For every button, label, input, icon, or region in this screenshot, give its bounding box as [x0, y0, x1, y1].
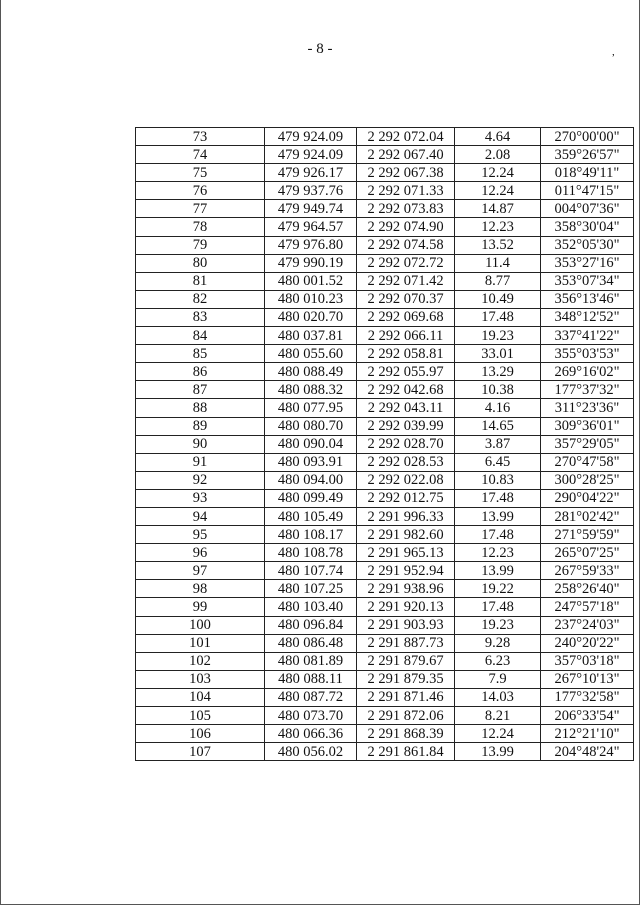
y-coordinate-cell: 2 291 903.93 — [357, 616, 455, 634]
x-coordinate-cell: 480 080.70 — [265, 417, 357, 435]
distance-cell: 13.52 — [455, 236, 541, 254]
distance-cell: 19.22 — [455, 580, 541, 598]
bearing-cell: 267°10'13" — [541, 670, 634, 688]
table-row — [136, 182, 634, 200]
y-coordinate-cell: 2 292 069.68 — [357, 308, 455, 326]
point-number-cell: 83 — [136, 308, 265, 326]
point-number-cell: 74 — [136, 146, 265, 164]
x-coordinate-cell: 480 096.84 — [265, 616, 357, 634]
y-coordinate-cell: 2 291 861.84 — [357, 743, 455, 761]
bearing-cell: 240°20'22" — [541, 634, 634, 652]
y-coordinate-cell: 2 292 022.08 — [357, 471, 455, 489]
point-number-cell: 91 — [136, 453, 265, 471]
distance-cell: 6.23 — [455, 652, 541, 670]
y-coordinate-cell: 2 291 952.94 — [357, 562, 455, 580]
y-coordinate-cell: 2 292 071.42 — [357, 272, 455, 290]
x-coordinate-cell: 480 088.32 — [265, 381, 357, 399]
bearing-cell: 352°05'30" — [541, 236, 634, 254]
table-row — [136, 562, 634, 580]
point-number-cell: 107 — [136, 743, 265, 761]
distance-cell: 2.08 — [455, 146, 541, 164]
point-number-cell: 94 — [136, 507, 265, 525]
x-coordinate-cell: 480 090.04 — [265, 435, 357, 453]
table-row — [136, 236, 634, 254]
y-coordinate-cell: 2 292 012.75 — [357, 489, 455, 507]
table-row — [136, 146, 634, 164]
y-coordinate-cell: 2 291 996.33 — [357, 507, 455, 525]
x-coordinate-cell: 480 010.23 — [265, 290, 357, 308]
distance-cell: 6.45 — [455, 453, 541, 471]
distance-cell: 13.29 — [455, 363, 541, 381]
point-number-cell: 80 — [136, 254, 265, 272]
point-number-cell: 103 — [136, 670, 265, 688]
distance-cell: 14.03 — [455, 688, 541, 706]
table-row — [136, 128, 634, 146]
distance-cell: 12.23 — [455, 544, 541, 562]
table-row — [136, 453, 634, 471]
distance-cell: 17.48 — [455, 526, 541, 544]
distance-cell: 12.23 — [455, 218, 541, 236]
table-row — [136, 489, 634, 507]
point-number-cell: 99 — [136, 598, 265, 616]
point-number-cell: 82 — [136, 290, 265, 308]
bearing-cell: 212°21'10" — [541, 725, 634, 743]
coordinates-table-body — [136, 128, 634, 761]
distance-cell: 10.49 — [455, 290, 541, 308]
x-coordinate-cell: 480 077.95 — [265, 399, 357, 417]
x-coordinate-cell: 480 066.36 — [265, 725, 357, 743]
distance-cell: 14.65 — [455, 417, 541, 435]
y-coordinate-cell: 2 292 071.33 — [357, 182, 455, 200]
x-coordinate-cell: 480 093.91 — [265, 453, 357, 471]
y-coordinate-cell: 2 291 868.39 — [357, 725, 455, 743]
x-coordinate-cell: 480 088.49 — [265, 363, 357, 381]
bearing-cell: 355°03'53" — [541, 345, 634, 363]
bearing-cell: 237°24'03" — [541, 616, 634, 634]
bearing-cell: 018°49'11" — [541, 164, 634, 182]
distance-cell: 13.99 — [455, 743, 541, 761]
point-number-cell: 75 — [136, 164, 265, 182]
table-row — [136, 399, 634, 417]
point-number-cell: 79 — [136, 236, 265, 254]
distance-cell: 12.24 — [455, 725, 541, 743]
distance-cell: 4.64 — [455, 128, 541, 146]
bearing-cell: 270°00'00" — [541, 128, 634, 146]
bearing-cell: 177°32'58" — [541, 688, 634, 706]
bearing-cell: 358°30'04" — [541, 218, 634, 236]
distance-cell: 10.38 — [455, 381, 541, 399]
bearing-cell: 281°02'42" — [541, 507, 634, 525]
y-coordinate-cell: 2 292 042.68 — [357, 381, 455, 399]
point-number-cell: 88 — [136, 399, 265, 417]
bearing-cell: 290°04'22" — [541, 489, 634, 507]
table-row — [136, 363, 634, 381]
point-number-cell: 90 — [136, 435, 265, 453]
bearing-cell: 357°03'18" — [541, 652, 634, 670]
y-coordinate-cell: 2 292 070.37 — [357, 290, 455, 308]
y-coordinate-cell: 2 291 871.46 — [357, 688, 455, 706]
x-coordinate-cell: 480 088.11 — [265, 670, 357, 688]
table-row — [136, 327, 634, 345]
y-coordinate-cell: 2 291 879.35 — [357, 670, 455, 688]
bearing-cell: 177°37'32" — [541, 381, 634, 399]
x-coordinate-cell: 480 099.49 — [265, 489, 357, 507]
bearing-cell: 353°07'34" — [541, 272, 634, 290]
bearing-cell: 267°59'33" — [541, 562, 634, 580]
x-coordinate-cell: 480 107.25 — [265, 580, 357, 598]
distance-cell: 8.21 — [455, 707, 541, 725]
x-coordinate-cell: 480 001.52 — [265, 272, 357, 290]
x-coordinate-cell: 479 924.09 — [265, 128, 357, 146]
point-number-cell: 84 — [136, 327, 265, 345]
y-coordinate-cell: 2 292 067.40 — [357, 146, 455, 164]
table-row — [136, 743, 634, 761]
distance-cell: 13.99 — [455, 507, 541, 525]
y-coordinate-cell: 2 291 887.73 — [357, 634, 455, 652]
table-row — [136, 616, 634, 634]
distance-cell: 19.23 — [455, 327, 541, 345]
distance-cell: 3.87 — [455, 435, 541, 453]
bearing-cell: 269°16'02" — [541, 363, 634, 381]
table-row — [136, 471, 634, 489]
point-number-cell: 96 — [136, 544, 265, 562]
bearing-cell: 258°26'40" — [541, 580, 634, 598]
point-number-cell: 102 — [136, 652, 265, 670]
point-number-cell: 78 — [136, 218, 265, 236]
x-coordinate-cell: 480 094.00 — [265, 471, 357, 489]
x-coordinate-cell: 479 926.17 — [265, 164, 357, 182]
table-row — [136, 290, 634, 308]
bearing-cell: 247°57'18" — [541, 598, 634, 616]
y-coordinate-cell: 2 292 066.11 — [357, 327, 455, 345]
x-coordinate-cell: 480 108.17 — [265, 526, 357, 544]
distance-cell: 11.4 — [455, 254, 541, 272]
bearing-cell: 348°12'52" — [541, 308, 634, 326]
x-coordinate-cell: 480 055.60 — [265, 345, 357, 363]
table-row — [136, 688, 634, 706]
y-coordinate-cell: 2 291 965.13 — [357, 544, 455, 562]
bearing-cell: 271°59'59" — [541, 526, 634, 544]
y-coordinate-cell: 2 292 028.53 — [357, 453, 455, 471]
bearing-cell: 309°36'01" — [541, 417, 634, 435]
bearing-cell: 270°47'58" — [541, 453, 634, 471]
x-coordinate-cell: 480 108.78 — [265, 544, 357, 562]
x-coordinate-cell: 480 037.81 — [265, 327, 357, 345]
y-coordinate-cell: 2 292 028.70 — [357, 435, 455, 453]
bearing-cell: 353°27'16" — [541, 254, 634, 272]
table-row — [136, 725, 634, 743]
table-row — [136, 345, 634, 363]
x-coordinate-cell: 480 086.48 — [265, 634, 357, 652]
point-number-cell: 106 — [136, 725, 265, 743]
table-row — [136, 200, 634, 218]
table-row — [136, 218, 634, 236]
point-number-cell: 81 — [136, 272, 265, 290]
distance-cell: 9.28 — [455, 634, 541, 652]
x-coordinate-cell: 479 990.19 — [265, 254, 357, 272]
x-coordinate-cell: 479 964.57 — [265, 218, 357, 236]
table-row — [136, 526, 634, 544]
table-row — [136, 598, 634, 616]
point-number-cell: 100 — [136, 616, 265, 634]
distance-cell: 17.48 — [455, 308, 541, 326]
y-coordinate-cell: 2 292 043.11 — [357, 399, 455, 417]
y-coordinate-cell: 2 292 058.81 — [357, 345, 455, 363]
point-number-cell: 98 — [136, 580, 265, 598]
x-coordinate-cell: 479 976.80 — [265, 236, 357, 254]
bearing-cell: 004°07'36" — [541, 200, 634, 218]
distance-cell: 12.24 — [455, 182, 541, 200]
distance-cell: 12.24 — [455, 164, 541, 182]
x-coordinate-cell: 480 073.70 — [265, 707, 357, 725]
table-row — [136, 254, 634, 272]
distance-cell: 33.01 — [455, 345, 541, 363]
bearing-cell: 204°48'24" — [541, 743, 634, 761]
x-coordinate-cell: 480 020.70 — [265, 308, 357, 326]
distance-cell: 19.23 — [455, 616, 541, 634]
y-coordinate-cell: 2 292 074.90 — [357, 218, 455, 236]
table-row — [136, 164, 634, 182]
distance-cell: 10.83 — [455, 471, 541, 489]
point-number-cell: 86 — [136, 363, 265, 381]
page-number: - 8 - — [307, 41, 333, 57]
table-row — [136, 507, 634, 525]
point-number-cell: 89 — [136, 417, 265, 435]
x-coordinate-cell: 479 937.76 — [265, 182, 357, 200]
point-number-cell: 105 — [136, 707, 265, 725]
point-number-cell: 95 — [136, 526, 265, 544]
distance-cell: 4.16 — [455, 399, 541, 417]
table-row — [136, 580, 634, 598]
point-number-cell: 76 — [136, 182, 265, 200]
x-coordinate-cell: 479 949.74 — [265, 200, 357, 218]
coordinates-table — [135, 127, 634, 761]
bearing-cell: 356°13'46" — [541, 290, 634, 308]
table-row — [136, 381, 634, 399]
x-coordinate-cell: 480 107.74 — [265, 562, 357, 580]
y-coordinate-cell: 2 292 074.58 — [357, 236, 455, 254]
point-number-cell: 87 — [136, 381, 265, 399]
distance-cell: 14.87 — [455, 200, 541, 218]
x-coordinate-cell: 480 081.89 — [265, 652, 357, 670]
corner-mark: , — [612, 46, 615, 58]
distance-cell: 17.48 — [455, 598, 541, 616]
x-coordinate-cell: 480 105.49 — [265, 507, 357, 525]
table-row — [136, 652, 634, 670]
table-row — [136, 544, 634, 562]
distance-cell: 7.9 — [455, 670, 541, 688]
x-coordinate-cell: 479 924.09 — [265, 146, 357, 164]
x-coordinate-cell: 480 056.02 — [265, 743, 357, 761]
table-row — [136, 634, 634, 652]
y-coordinate-cell: 2 291 872.06 — [357, 707, 455, 725]
x-coordinate-cell: 480 103.40 — [265, 598, 357, 616]
point-number-cell: 93 — [136, 489, 265, 507]
point-number-cell: 101 — [136, 634, 265, 652]
table-row — [136, 670, 634, 688]
bearing-cell: 265°07'25" — [541, 544, 634, 562]
y-coordinate-cell: 2 292 072.04 — [357, 128, 455, 146]
bearing-cell: 357°29'05" — [541, 435, 634, 453]
point-number-cell: 77 — [136, 200, 265, 218]
y-coordinate-cell: 2 291 982.60 — [357, 526, 455, 544]
y-coordinate-cell: 2 291 879.67 — [357, 652, 455, 670]
x-coordinate-cell: 480 087.72 — [265, 688, 357, 706]
bearing-cell: 300°28'25" — [541, 471, 634, 489]
table-row — [136, 272, 634, 290]
bearing-cell: 359°26'57" — [541, 146, 634, 164]
distance-cell: 13.99 — [455, 562, 541, 580]
point-number-cell: 85 — [136, 345, 265, 363]
y-coordinate-cell: 2 292 039.99 — [357, 417, 455, 435]
point-number-cell: 97 — [136, 562, 265, 580]
table-row — [136, 435, 634, 453]
bearing-cell: 011°47'15" — [541, 182, 634, 200]
table-row — [136, 707, 634, 725]
y-coordinate-cell: 2 291 920.13 — [357, 598, 455, 616]
point-number-cell: 73 — [136, 128, 265, 146]
y-coordinate-cell: 2 292 073.83 — [357, 200, 455, 218]
point-number-cell: 104 — [136, 688, 265, 706]
y-coordinate-cell: 2 292 055.97 — [357, 363, 455, 381]
bearing-cell: 311°23'36" — [541, 399, 634, 417]
distance-cell: 17.48 — [455, 489, 541, 507]
y-coordinate-cell: 2 292 067.38 — [357, 164, 455, 182]
table-row — [136, 308, 634, 326]
y-coordinate-cell: 2 292 072.72 — [357, 254, 455, 272]
bearing-cell: 337°41'22" — [541, 327, 634, 345]
point-number-cell: 92 — [136, 471, 265, 489]
distance-cell: 8.77 — [455, 272, 541, 290]
table-row — [136, 417, 634, 435]
y-coordinate-cell: 2 291 938.96 — [357, 580, 455, 598]
bearing-cell: 206°33'54" — [541, 707, 634, 725]
